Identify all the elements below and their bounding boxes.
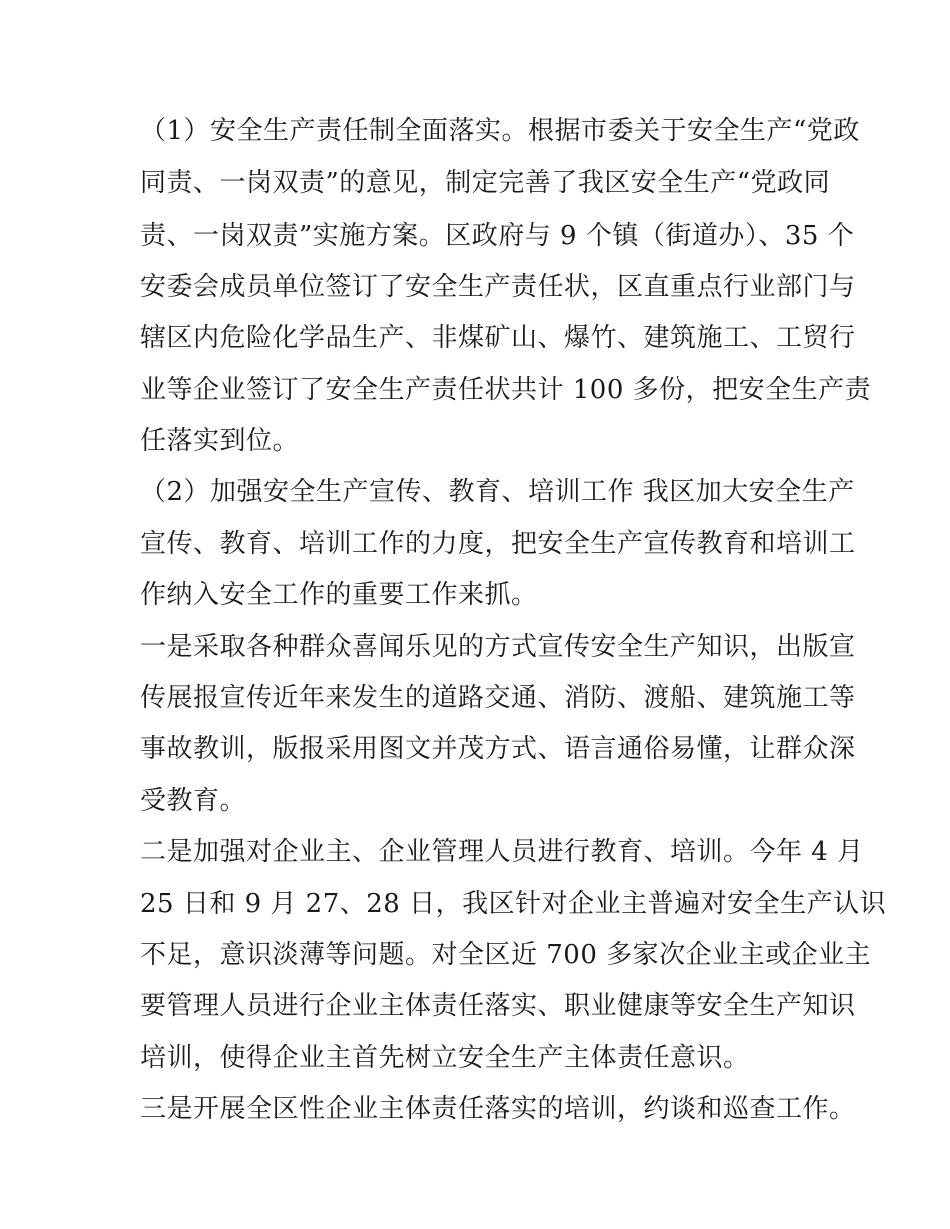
text-line: 不足，意识淡薄等问题。对全区近 700 多家次企业主或企业主 <box>140 940 872 970</box>
text-line: 要管理人员进行企业主体责任落实、职业健康等安全生产知识 <box>140 991 856 1021</box>
text-line: 作纳入安全工作的重要工作来抓。 <box>140 580 538 610</box>
text-line: （1）安全生产责任制全面落实。根据市委关于安全生产“党政 <box>140 116 860 146</box>
text-line: 业等企业签订了安全生产责任状共计 100 多份，把安全生产责 <box>140 375 872 405</box>
text-line: 一是采取各种群众喜闻乐见的方式宣传安全生产知识，出版宣 <box>140 632 856 662</box>
text-line: 辖区内危险化学品生产、非煤矿山、爆竹、建筑施工、工贸行 <box>140 323 856 353</box>
text-line: （2）加强安全生产宣传、教育、培训工作 我区加大安全生产 <box>140 477 855 507</box>
text-line: 同责、一岗双责”的意见，制定完善了我区安全生产“党政同 <box>140 168 831 198</box>
text-line: 三是开展全区性企业主体责任落实的培训，约谈和巡查工作。 <box>140 1094 856 1124</box>
text-line: 责、一岗双责”实施方案。区政府与 9 个镇（街道办）、35 个 <box>140 221 855 251</box>
text-line: 安委会成员单位签订了安全生产责任状，区直重点行业部门与 <box>140 272 856 302</box>
text-line: 培训，使得企业主首先树立安全生产主体责任意识。 <box>140 1043 750 1073</box>
text-line: 二是加强对企业主、企业管理人员进行教育、培训。今年 4 月 <box>140 837 864 867</box>
text-line: 宣传、教育、培训工作的力度，把安全生产宣传教育和培训工 <box>140 529 856 559</box>
text-line: 任落实到位。 <box>140 426 300 456</box>
text-line: 事故教训，版报采用图文并茂方式、语言通俗易懂，让群众深 <box>140 734 856 764</box>
text-line: 传展报宣传近年来发生的道路交通、消防、渡船、建筑施工等 <box>140 683 856 713</box>
text-line: 受教育。 <box>140 786 247 816</box>
text-line: 25 日和 9 月 27、28 日，我区针对企业主普遍对安全生产认识 <box>140 889 887 919</box>
